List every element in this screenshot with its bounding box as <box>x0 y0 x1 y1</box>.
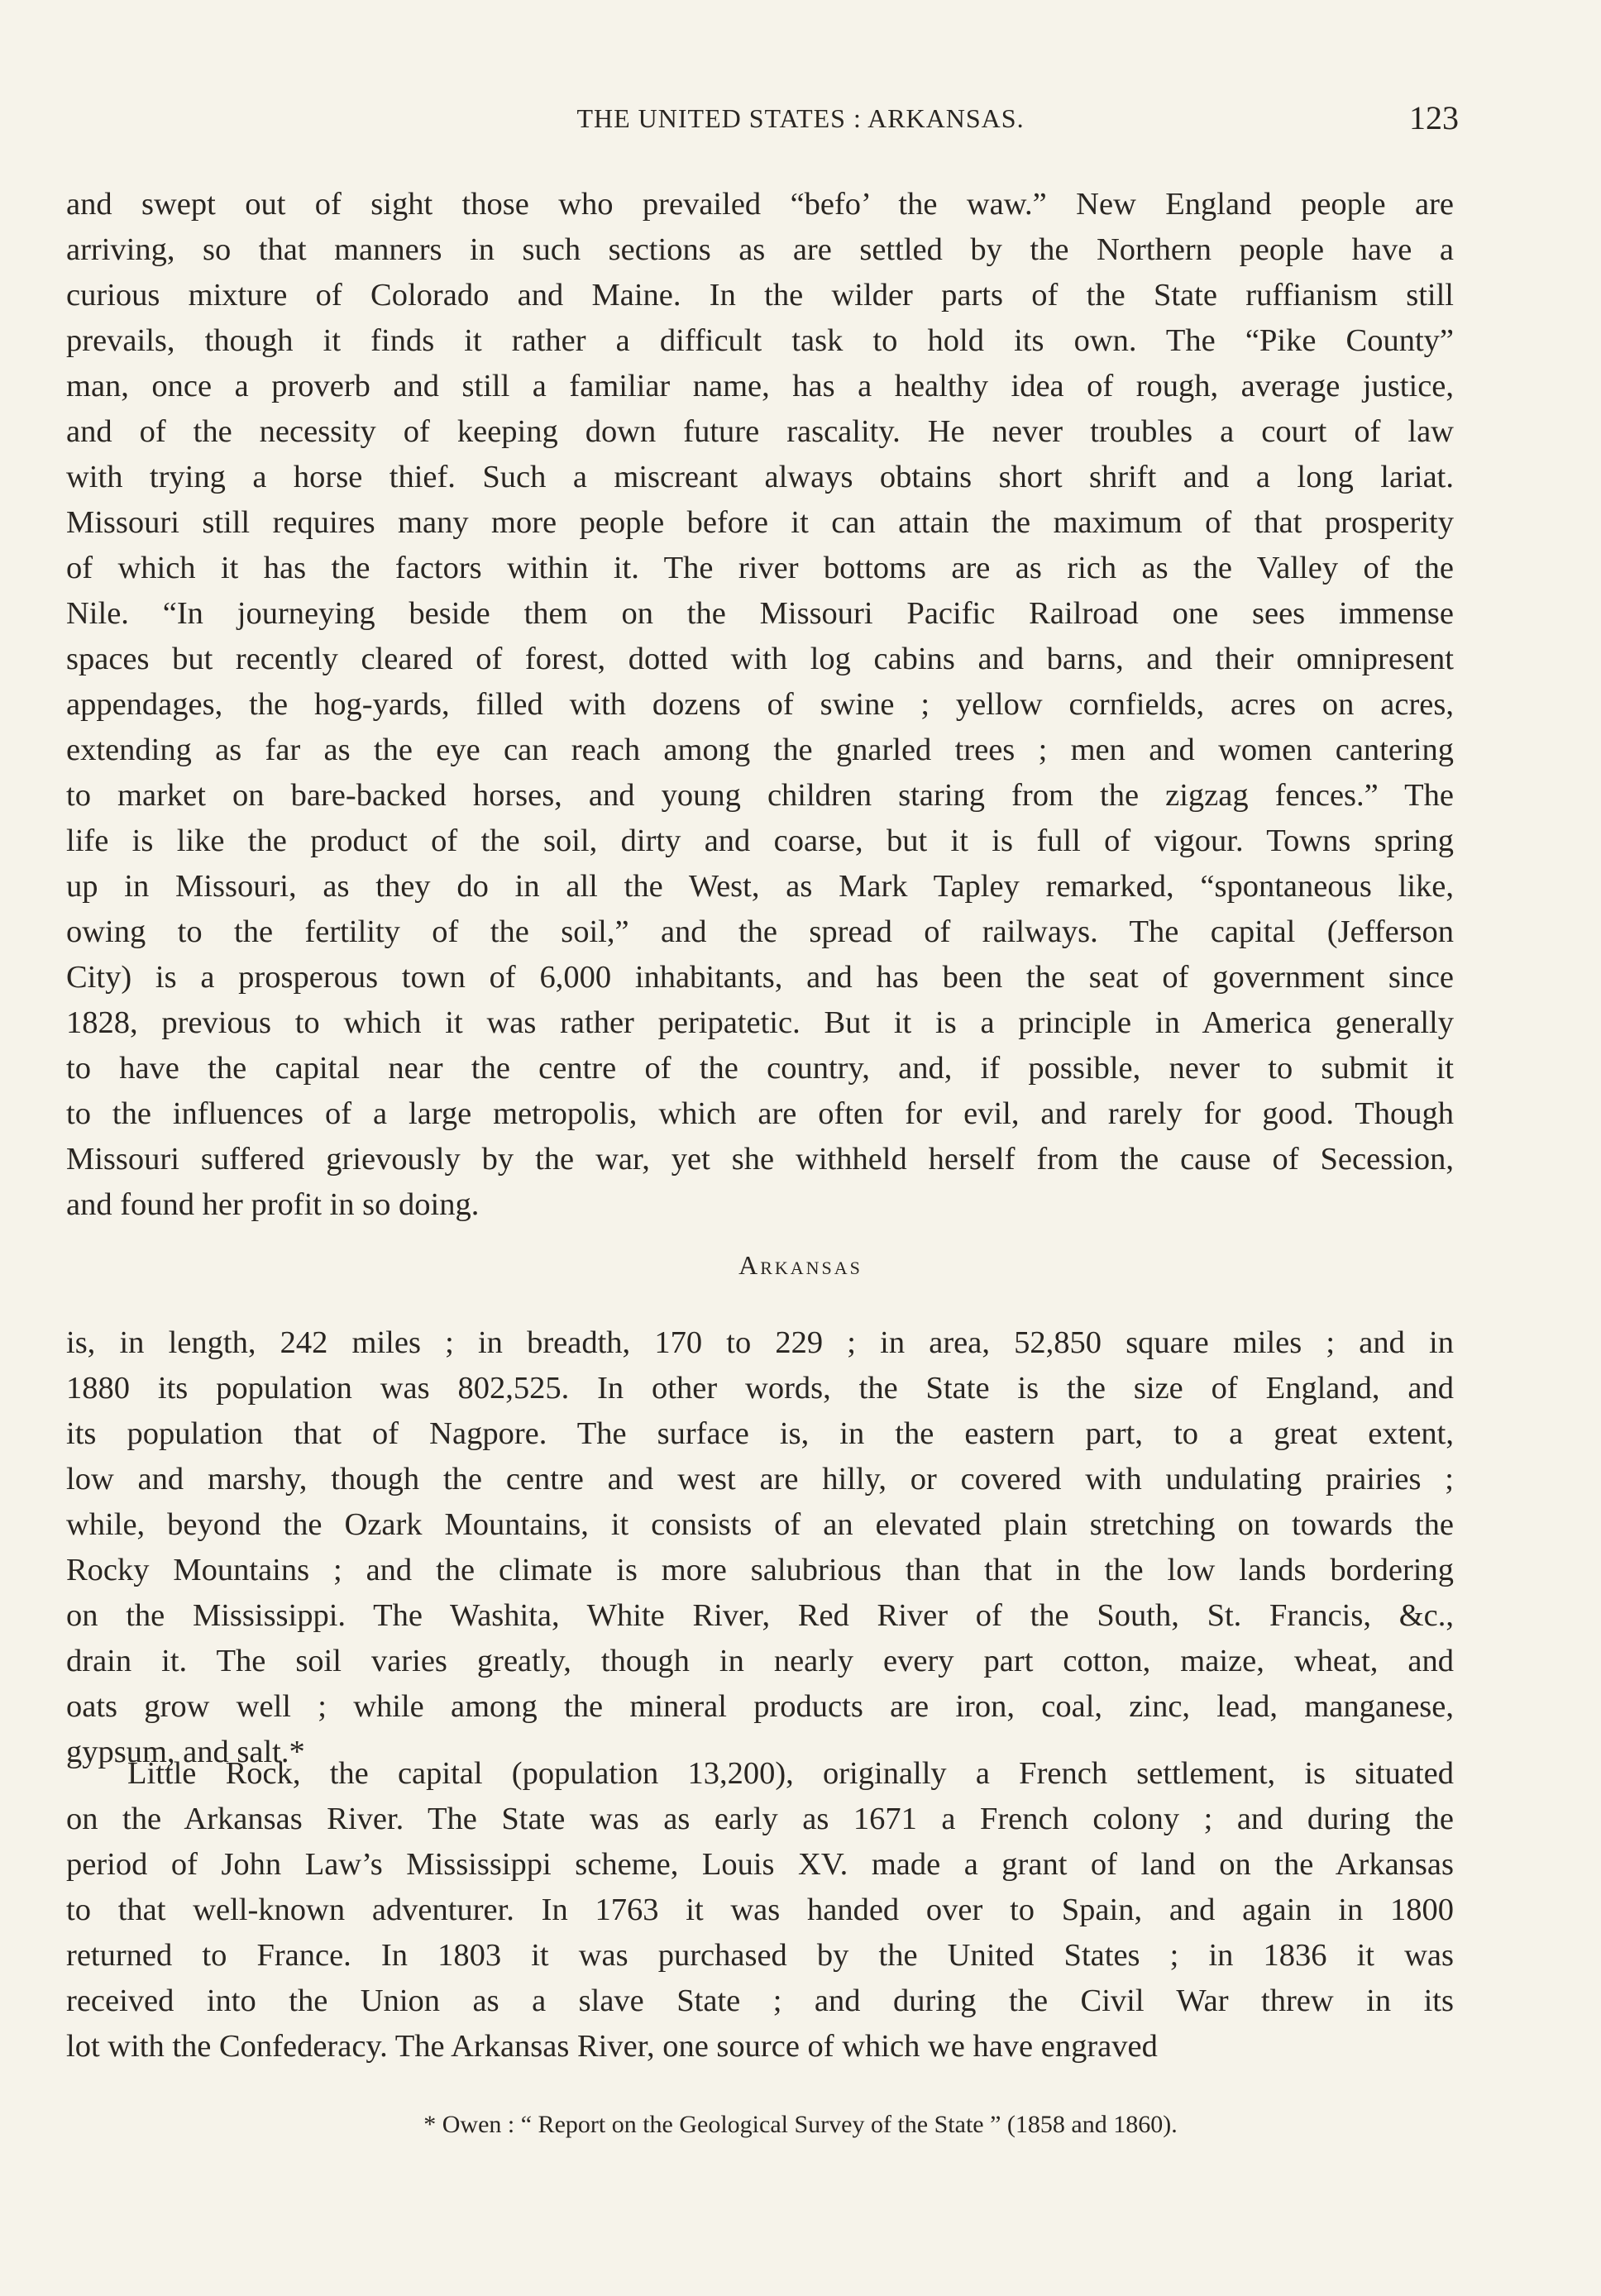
text-line: up in Missouri, as they do in all the West, as Mark Tapley remarked, “spontaneous like, <box>66 869 1454 904</box>
text-line: and found her profit in so doing. <box>66 1187 480 1222</box>
paragraph-little-rock <box>66 1751 1454 2069</box>
paragraph-missouri <box>66 182 1454 1228</box>
text-line: on the Mississippi. The Washita, White River, Red River of the South, St. Francis, &c., <box>66 1598 1454 1633</box>
text-line: received into the Union as a slave State ; and during the Civil War threw in its <box>66 1983 1454 2018</box>
text-line: is, in length, 242 miles ; in breadth, 170 to 229 ; in area, 52,850 square miles ; and in <box>66 1325 1454 1360</box>
text-line: low and marshy, though the centre and west are hilly, or covered with undulating prairies ; <box>66 1462 1454 1496</box>
text-line: 1880 its population was 802,525. In other words, the State is the size of England, and <box>66 1371 1454 1406</box>
text-line: Nile. “In journeying beside them on the Missouri Pacific Railroad one sees immense <box>66 596 1454 631</box>
paragraph-arkansas-overview <box>66 1320 1454 1775</box>
text-line: to the influences of a large metropolis, which are often for evil, and rarely for good. Though <box>66 1096 1454 1131</box>
footnote: * Owen : “ Report on the Geological Survey of the State ” (1858 and 1860). <box>423 2111 1178 2138</box>
text-line: owing to the fertility of the soil,” and the spread of railways. The capital (Jefferson <box>66 914 1454 949</box>
text-line: prevails, though it finds it rather a difficult task to hold its own. The “Pike County” <box>66 323 1454 358</box>
text-line: to that well-known adventurer. In 1763 it was handed over to Spain, and again in 1800 <box>66 1893 1454 1927</box>
text-line: extending as far as the eye can reach among the gnarled trees ; men and women cantering <box>66 733 1454 767</box>
text-line: with trying a horse thief. Such a miscreant always obtains short shrift and a long lariat. <box>66 460 1454 494</box>
text-line: appendages, the hog-yards, filled with dozens of swine ; yellow cornfields, acres on acres, <box>66 687 1454 722</box>
text-line: arriving, so that manners in such sections as are settled by the Northern people have a <box>66 232 1454 267</box>
text-line: to market on bare-backed horses, and young children staring from the zigzag fences.” The <box>66 778 1454 813</box>
section-heading-arkansas: Arkansas <box>738 1250 863 1280</box>
text-line: of which it has the factors within it. The river bottoms are as rich as the Valley of the <box>66 551 1454 585</box>
text-line: City) is a prosperous town of 6,000 inhabitants, and has been the seat of government since <box>66 960 1454 995</box>
page-number: 123 <box>1409 99 1459 136</box>
text-line: drain it. The soil varies greatly, though in nearly every part cotton, maize, wheat, and <box>66 1644 1454 1678</box>
text-line: lot with the Confederacy. The Arkansas River, one source of which we have engraved <box>66 2029 1158 2064</box>
text-line: while, beyond the Ozark Mountains, it consists of an elevated plain stretching on towards the <box>66 1507 1454 1542</box>
text-line: man, once a proverb and still a familiar name, has a healthy idea of rough, average justice, <box>66 369 1454 403</box>
text-line: Rocky Mountains ; and the climate is more salubrious than that in the low lands bordering <box>66 1553 1454 1587</box>
text-line: period of John Law’s Mississippi scheme, Louis XV. made a grant of land on the Arkansas <box>66 1847 1454 1882</box>
text-line: 1828, previous to which it was rather peripatetic. But it is a principle in America generally <box>66 1005 1454 1040</box>
text-line: oats grow well ; while among the mineral products are iron, coal, zinc, lead, manganese, <box>66 1689 1454 1724</box>
text-line: and of the necessity of keeping down future rascality. He never troubles a court of law <box>66 414 1454 449</box>
text-line: returned to France. In 1803 it was purchased by the United States ; in 1836 it was <box>66 1938 1454 1973</box>
text-line: Little Rock, the capital (population 13,200), originally a French settlement, is situated <box>127 1756 1454 1791</box>
text-line: its population that of Nagpore. The surface is, in the eastern part, to a great extent, <box>66 1416 1454 1451</box>
running-head <box>0 98 1601 139</box>
text-line: to have the capital near the centre of the country, and, if possible, never to submit it <box>66 1051 1454 1086</box>
text-line: spaces but recently cleared of forest, dotted with log cabins and barns, and their omnipresent <box>66 642 1454 676</box>
text-line: life is like the product of the soil, dirty and coarse, but it is full of vigour. Towns spring <box>66 823 1454 858</box>
running-title: THE UNITED STATES : ARKANSAS. <box>576 103 1025 133</box>
text-line: Missouri suffered grievously by the war, yet she withheld herself from the cause of Secession, <box>66 1142 1454 1177</box>
text-line: gypsum, and salt.* <box>66 1735 305 1769</box>
text-line: on the Arkansas River. The State was as early as 1671 a French colony ; and during the <box>66 1802 1454 1836</box>
text-line: Missouri still requires many more people before it can attain the maximum of that prosperity <box>66 505 1454 540</box>
text-line: curious mixture of Colorado and Maine. In the wilder parts of the State ruffianism still <box>66 278 1454 313</box>
text-line: and swept out of sight those who prevailed “befo’ the waw.” New England people are <box>66 187 1454 222</box>
